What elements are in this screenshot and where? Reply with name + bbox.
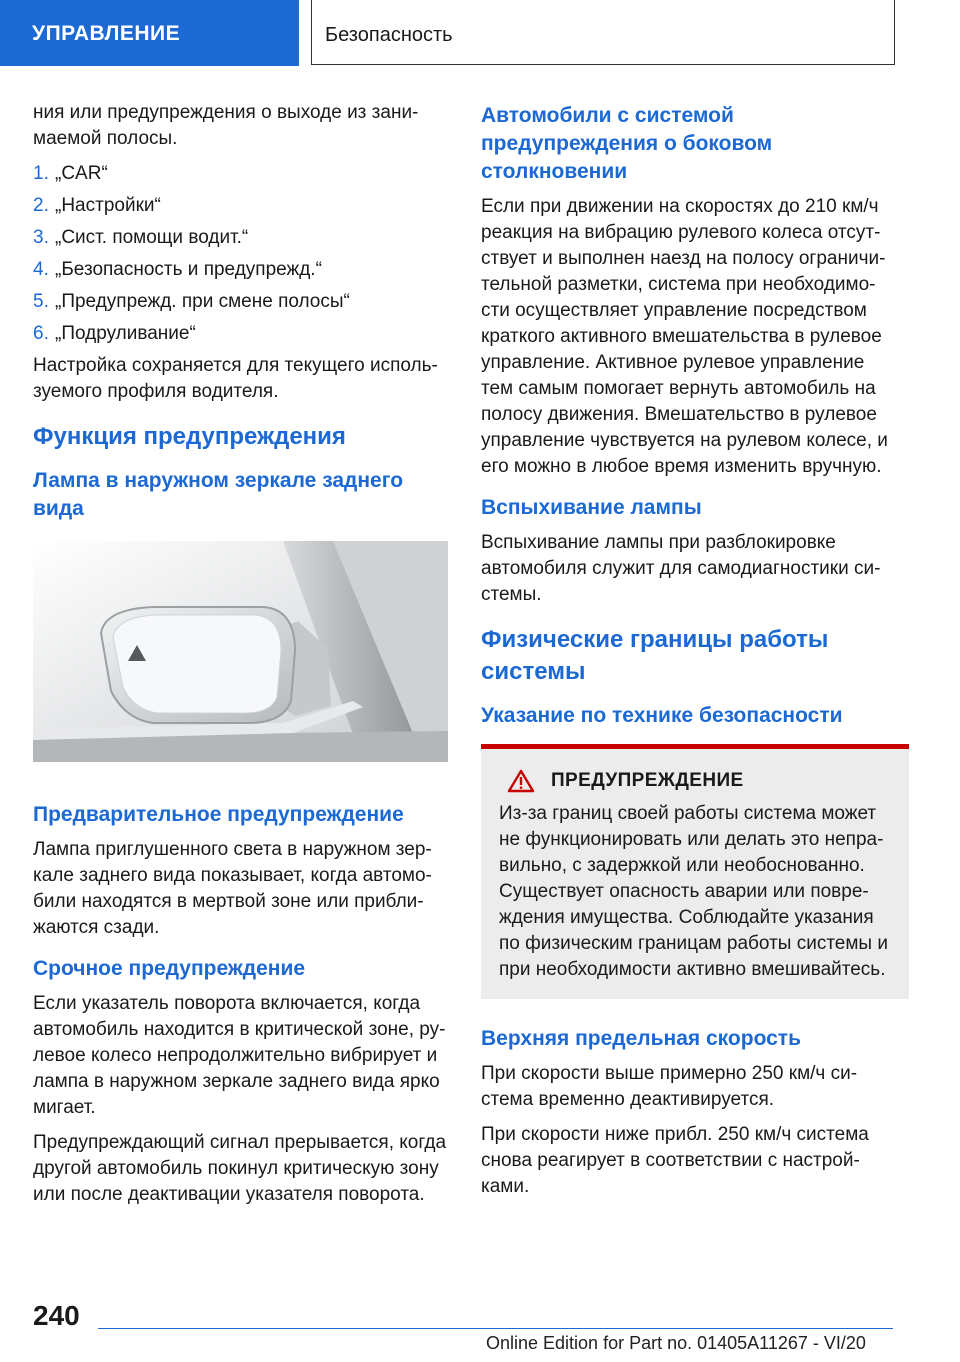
heading-safety-note: Указание по технике безопасности [481,704,843,727]
heading-speed-limit: Верхняя предельная скорость [481,1027,801,1050]
step-number: 6. [33,323,49,344]
page-number: 240 [33,1300,80,1331]
chapter-header [311,0,895,65]
warning-title: ПРЕДУПРЕЖДЕНИЕ [551,770,744,791]
left-column [33,100,448,1217]
step-text: „Настройки“ [55,195,161,216]
heading-pre-warning: Предварительное предупреждение [33,803,404,826]
intro-text: ния или предупреждения о выходе из зани-маемой полосы. [33,102,419,149]
list-item [33,257,448,283]
warning-text: Из-за границ своей работы система может не функционировать или делать это непра-вильно, с задержкой или необоснованно. Существует опасность аварии или повре-ждения имущества. Соблюдайте указания по физическим границам работы системы и при необходимости активно вмешивайтесь. [499,803,888,980]
step-number: 4. [33,259,49,280]
heading-side-collision: Автомобили с системой предупреждения о боковом столкновении [481,104,773,183]
list-item [33,289,448,315]
step-text: „CAR“ [55,163,108,184]
step-number: 3. [33,227,49,248]
step-text: „Безопасность и предупрежд.“ [55,259,322,280]
warning-box [481,744,909,999]
urgent-warning-text: Если указатель поворота включается, когда автомобиль находится в критической зоне, ру-левое колесо непродолжительно вибрирует и лампа в наружном зеркале заднего вида ярко мигает. [33,993,446,1118]
chapter-title: Безопасность [325,24,453,46]
heading-lamp-flash: Вспыхивание лампы [481,496,702,519]
heading-function: Функция предупреждения [33,423,346,450]
urgent-warning-text-2: Предупреждающий сигнал прерывается, когда другой автомобиль покинул критическую зону или после деактивации указателя поворота. [33,1132,447,1205]
section-tab [0,0,299,66]
speed-text-1: При скорости выше примерно 250 км/ч си-стема временно деактивируется. [481,1063,858,1110]
footer-divider [98,1328,893,1329]
heading-lamp: Лампа в наружном зеркале заднего вида [33,469,404,520]
heading-urgent-warning: Срочное предупреждение [33,957,306,980]
footer-edition: Online Edition for Part no. 01405A11267 - VI/20 [486,1333,866,1353]
steps-list [33,161,448,347]
list-item [33,225,448,251]
step-number: 2. [33,195,49,216]
heading-system-limits: Физические границы работы системы [481,626,829,685]
step-number: 5. [33,291,49,312]
right-column [481,100,896,1209]
warning-triangle-icon [507,769,535,793]
list-item [33,193,448,219]
lamp-flash-text: Вспыхивание лампы при разблокировке автомобиля служит для самодиагностики си-стемы. [481,532,881,605]
section-title: УПРАВЛЕНИЕ [32,22,181,45]
pre-warning-text: Лампа приглушенного света в наружном зер-кале заднего вида показывает, когда автомо-били находятся в мертвой зоне или прибли-жаются сзади. [33,839,432,938]
step-text: „Подруливание“ [55,323,196,344]
list-item [33,161,448,187]
list-item [33,321,448,347]
saved-note: Настройка сохраняется для текущего исполь-зуемого профиля водителя. [33,355,438,402]
side-collision-text: Если при движении на скоростях до 210 км/ч реакция на вибрацию рулевого колеса отсут-ствует и выполнен наезд на полосу ограничи-тельной разметки, система при необходимо-сти осуществляет управление посредством краткого активного вмешательства в рулевое управление. Активное рулевое управление тем самым помогает вернуть автомобиль на полосу движения. Вмешательство в рулевое управление чувствуется на рулевом колесе, и его можно в любое время изменить вручную. [481,196,888,477]
step-number: 1. [33,163,49,184]
warning-header [499,769,897,793]
step-text: „Сист. помощи водит.“ [55,227,249,248]
step-text: „Предупрежд. при смене полосы“ [55,291,350,312]
mirror-illustration [33,541,448,762]
speed-text-2: При скорости ниже прибл. 250 км/ч система снова реагирует в соответствии с настрой-ками. [481,1124,869,1197]
